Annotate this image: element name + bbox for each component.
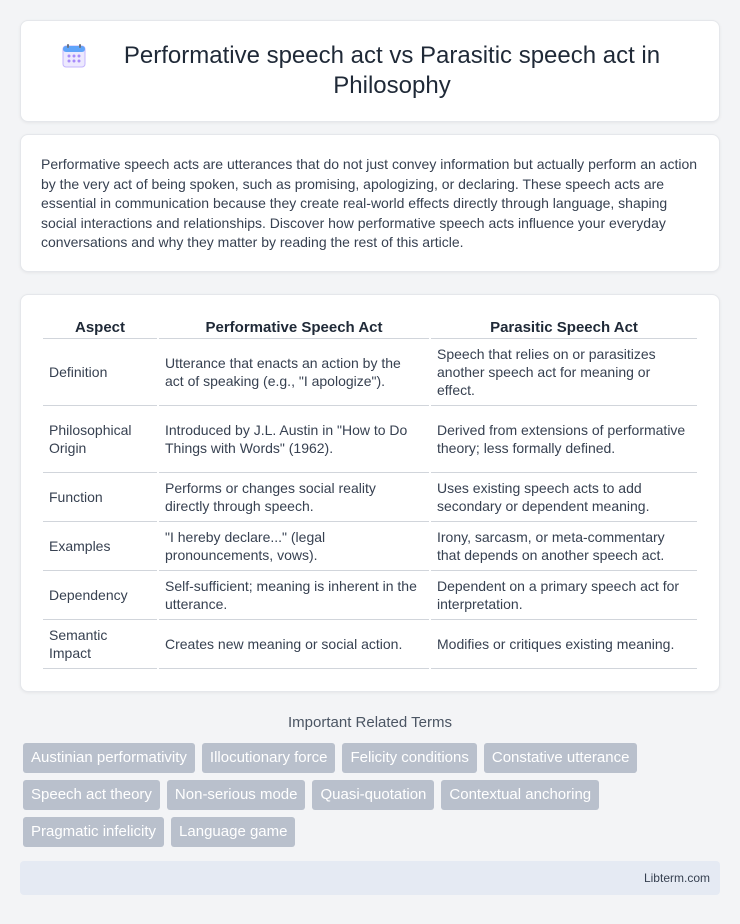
table-row [43,406,697,473]
row-performative: Utterance that enacts an action by the act of speaking (e.g., "I apologize"). [159,339,429,406]
row-performative: Creates new meaning or social action. [159,620,429,669]
related-terms-heading: Important Related Terms [288,714,452,731]
footer-site-link[interactable]: Libterm.com [643,871,710,885]
row-aspect: Dependency [43,571,157,620]
row-performative: Self-sufficient; meaning is inherent in the utterance. [159,571,429,620]
tag-pragmatic-infelicity[interactable]: Pragmatic infelicity [23,817,164,847]
row-aspect: Examples [43,522,157,571]
tag-felicity-conditions[interactable]: Felicity conditions [342,743,476,773]
footer [20,861,720,895]
comparison-table [41,315,699,669]
row-aspect: Philosophical Origin [43,406,157,473]
tag-illocutionary-force[interactable]: Illocutionary force [202,743,336,773]
table-row [43,522,697,571]
row-parasitic: Modifies or critiques existing meaning. [431,620,697,669]
row-aspect: Function [43,473,157,522]
tag-language-game[interactable]: Language game [171,817,295,847]
tag-quasi-quotation[interactable]: Quasi-quotation [312,780,434,810]
row-aspect: Definition [43,339,157,406]
table-row [43,473,697,522]
row-parasitic: Speech that relies on or parasitizes another speech act for meaning or effect. [431,339,697,406]
page-title: Performative speech act vs Parasitic speech act in Philosophy [123,42,661,99]
title-card [20,20,720,122]
intro-paragraph: Performative speech acts are utterances that do not just convey information but actually perform an action by the very act of being spoken, such as promising, apologizing, or declaring. These speech acts are essential in communication because they create real-world effects directly through language, shaping social interactions and relationships. Discover how performative speech acts influence your everyday conversations and why they matter by reading the rest of this article. [41,156,698,250]
table-row [43,571,697,620]
tag-speech-act-theory[interactable]: Speech act theory [23,780,160,810]
table-header-row [43,315,697,339]
header-parasitic: Parasitic Speech Act [431,315,697,339]
row-parasitic: Dependent on a primary speech act for interpretation. [431,571,697,620]
tag-contextual-anchoring[interactable]: Contextual anchoring [441,780,599,810]
row-performative: Introduced by J.L. Austin in "How to Do Things with Words" (1962). [159,406,429,473]
related-terms-tags [20,743,720,847]
header-performative: Performative Speech Act [159,315,429,339]
row-aspect: Semantic Impact [43,620,157,669]
intro-card [20,134,720,272]
row-parasitic: Derived from extensions of performative theory; less formally defined. [431,406,697,473]
row-performative: Performs or changes social reality directly through speech. [159,473,429,522]
comparison-table-card [20,294,720,692]
tag-austinian-performativity[interactable]: Austinian performativity [23,743,195,773]
tag-non-serious-mode[interactable]: Non-serious mode [167,780,306,810]
row-performative: "I hereby declare..." (legal pronouncements, vows). [159,522,429,571]
table-row [43,620,697,669]
row-parasitic: Uses existing speech acts to add secondary or dependent meaning. [431,473,697,522]
calendar-grid-icon [61,43,87,69]
table-row [43,339,697,406]
tag-constative-utterance[interactable]: Constative utterance [484,743,638,773]
row-parasitic: Irony, sarcasm, or meta-commentary that depends on another speech act. [431,522,697,571]
header-aspect: Aspect [43,315,157,339]
